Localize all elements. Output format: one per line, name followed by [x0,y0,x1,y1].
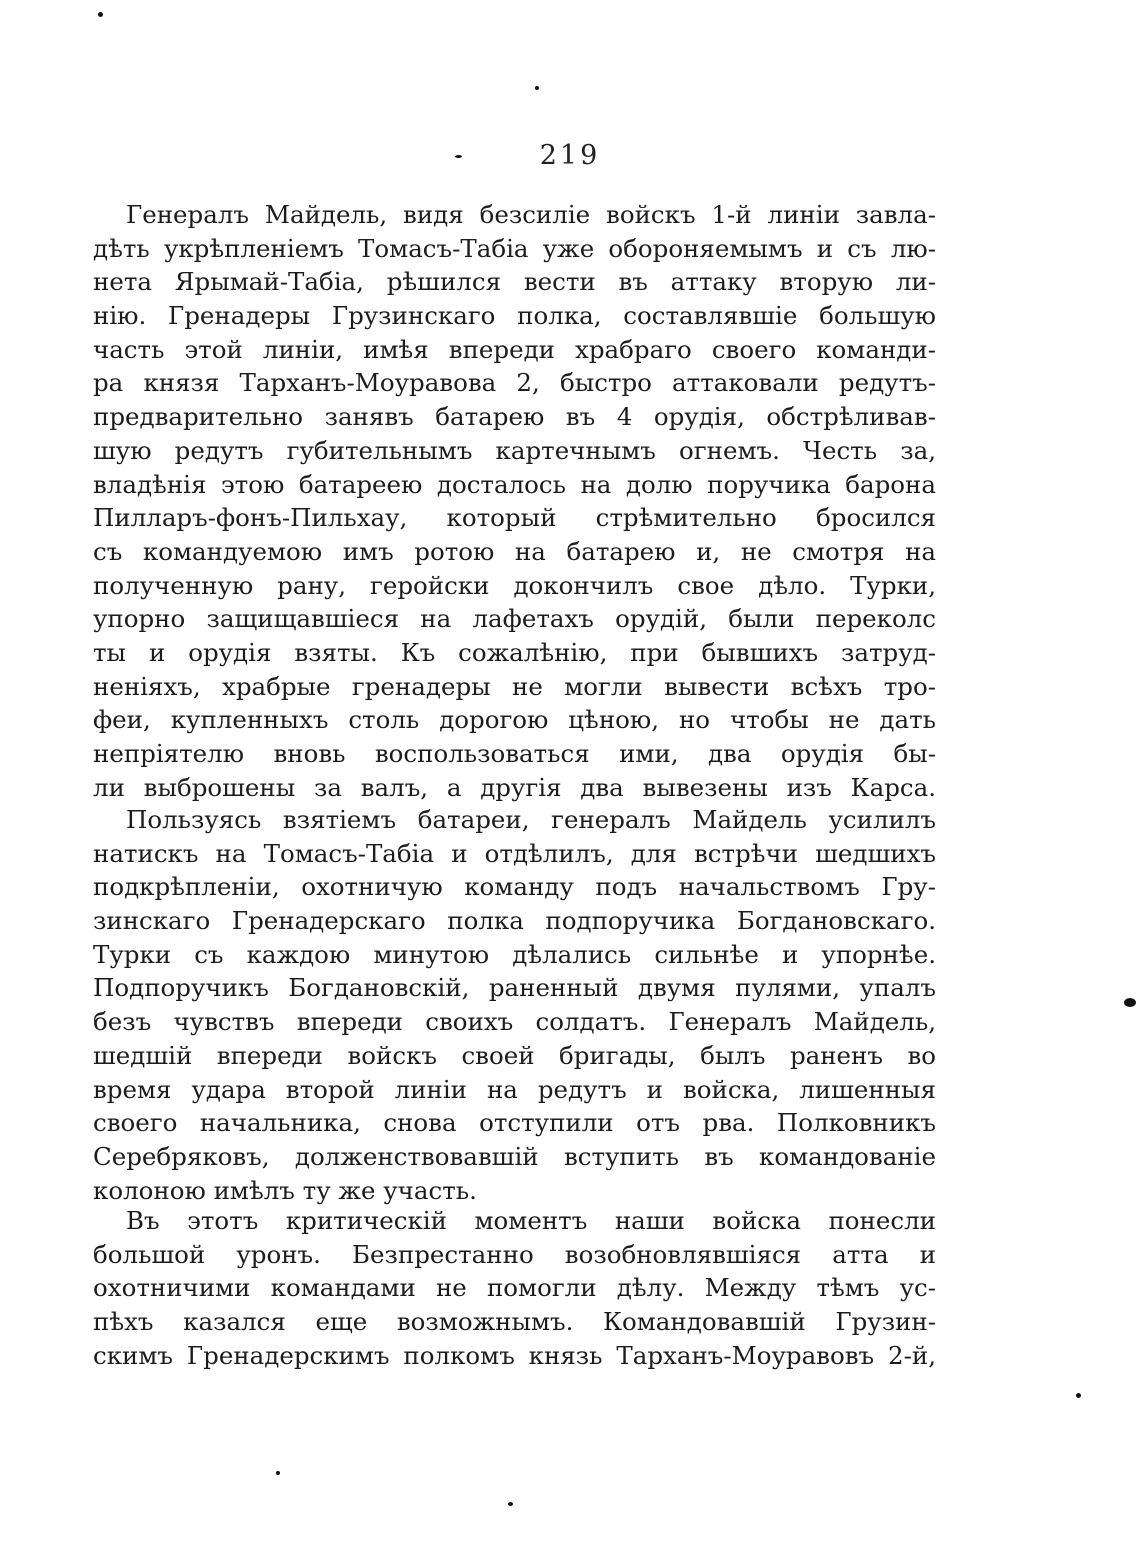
scan-speck [98,12,103,17]
text-line: время удара второй линіи на редутъ и войска, лишенныя [93,1074,936,1104]
text-line: неніяхъ, храбрые гренадеры не могли вывести всѣхъ тро- [93,671,936,701]
text-line: безъ чувствъ впереди своихъ солдатъ. Генералъ Майдель, [93,1007,936,1037]
scan-speck [535,86,539,90]
text-line: шедшій впереди войскъ своей бригады, былъ раненъ во [93,1040,936,1070]
text-line: зинскаго Гренадерскаго полка подпоручика Богдановскаго. [93,906,936,936]
text-line: подкрѣпленіи, охотничую команду подъ начальствомъ Гру- [93,872,936,902]
scan-speck [1124,998,1136,1007]
text-line: ра князя Тарханъ-Моуравова 2, быстро аттаковали редутъ- [93,368,936,398]
text-line: Серебряковъ, долженствовавшій вступить въ командованіе [93,1141,936,1171]
text-line: Пользуясь взятіемъ батареи, генералъ Майдель усилилъ [126,805,936,834]
text-line: охотничими командами не помогли дѣлу. Между тѣмъ ус- [93,1273,936,1303]
text-line: шую редутъ губительнымъ картечнымъ огнемъ. Честь за, [93,435,936,465]
text-line: предварительно занявъ батарею въ 4 орудія, обстрѣливав- [93,402,936,432]
scan-speck [276,1471,280,1475]
text-line: феи, купленныхъ столь дорогою цѣною, но чтобы не дать [93,705,936,735]
text-line: большой уронъ. Безпрестанно возобновлявшіяся атта и [93,1239,936,1269]
scan-speck [455,155,462,158]
text-line: дѣть укрѣпленіемъ Томасъ-Табіа уже обороняемымъ и съ лю- [93,233,936,263]
text-line: съ командуемою имъ ротою на батарею и, не смотря на [93,536,936,566]
text-line: часть этой линіи, имѣя впереди храбраго своего команди- [93,334,936,364]
text-line: колоною имѣлъ ту же участь. [93,1175,477,1205]
scan-speck [1076,1393,1081,1398]
text-line: скимъ Гренадерскимъ полкомъ князь Тарханъ-Моуравовъ 2-й, [93,1340,936,1370]
text-line: натискъ на Томасъ-Табіа и отдѣлилъ, для встрѣчи шедшихъ [93,838,936,868]
text-line: ли выброшены за валъ, а другія два вывезены изъ Карса. [93,772,936,802]
text-line: нію. Гренадеры Грузинскаго полка, составлявшіе большую [93,301,936,331]
text-line: ты и орудія взяты. Къ сожалѣнію, при бывшихъ затруд- [93,637,936,667]
text-line: непріятелю вновь воспользоваться ими, два орудія бы- [93,739,936,768]
text-line: Въ этотъ критическій моментъ наши войска понесли [126,1206,936,1235]
page-number: 219 [539,140,601,171]
text-line: Подпоручикъ Богдановскій, раненный двумя пулями, упалъ [93,973,936,1003]
paragraph-2 [93,803,936,1207]
text-line: нета Ярымай-Табіа, рѣшился вести въ аттаку вторую ли- [93,267,936,297]
paragraph-1 [93,198,936,804]
text-line: Генералъ Майдель, видя безсиліе войскъ 1-й линіи завла- [126,200,936,229]
text-line: своего начальника, снова отступили отъ рва. Полковникъ [93,1108,936,1138]
text-line: Турки съ каждою минутою дѣлались сильнѣе и упорнѣе. [93,939,936,969]
text-line: Пилларъ-фонъ-Пильхау, который стрѣмительно бросился [93,503,936,533]
text-line: владѣнія этою батареею досталось на долю поручика барона [93,469,936,499]
text-line: пѣхъ казался еще возможнымъ. Командовавшій Грузин- [93,1307,936,1337]
text-line: упорно защищавшіеся на лафетахъ орудій, были переколс [93,604,936,634]
scan-speck [508,1502,513,1506]
paragraph-3 [93,1204,936,1372]
text-line: полученную рану, геройски докончилъ свое дѣло. Турки, [93,570,936,600]
